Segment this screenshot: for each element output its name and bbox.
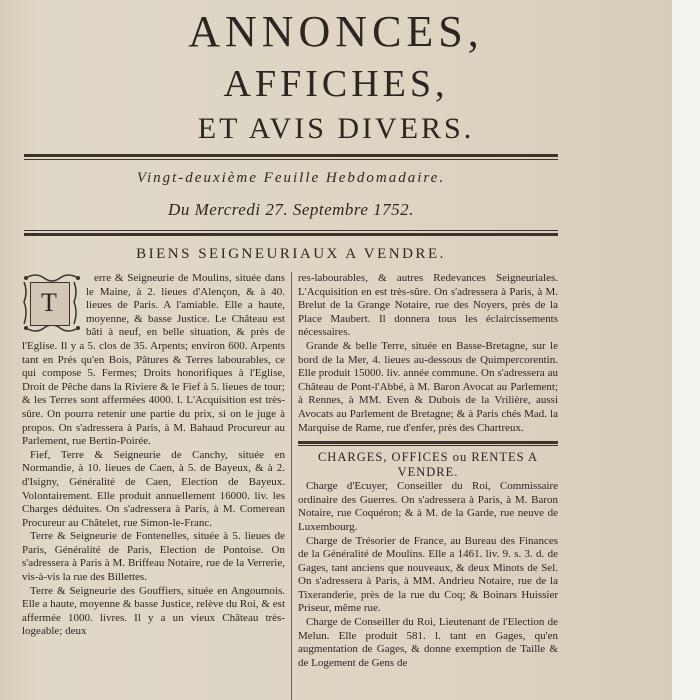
listing-paragraph: erre & Seigneurie de Moulins, située dans le Maine, à 2. lieues d'Alençon, & à 40. lieues de Paris. A l'amiable. Elle a haute, moyenne, & basse Justice. Le Château est bâti à neuf, en belle situation, & près de l'Eglise. Il y a 5. clos de 35. Arpents; environ 600. Arpents tant en Prés qu'en Bois, Pâtures & Terres labourables, ce qui compose 5. Fermes; Droits honorifiques à l'Eglise, Droit de Pêche dans la Riviere & le Fief à 5. lieues de tour; & les Terres sont affermées 4000. l. L'Acquisition est très-sûre. On pourra retenir une partie du prix, si on le juge à propos. On s'adressera à Paris, à M. Bahaud Procureur au Parlement, rue Bertin-Poirée. — [22, 272, 285, 448]
masthead-title-line-1: ANNONCES, — [188, 7, 484, 56]
charges-rule-thin — [298, 445, 558, 446]
listing-paragraph: Charge de Conseiller du Roi, Lieutenant de l'Election de Melun. Elle produit 581. l. tant en Gages, qu'en augmentation de Gages, & donne exemption de Taille & de Logement de Gens de — [298, 616, 558, 669]
listing-paragraph: res-labourables, & autres Redevances Seigneuriales. L'Acquisition en est très-sûre. On s'adressera à Paris, à M. Brelut de la Grange Notaire, rue des Noyers, près de la Place Maubert. Il donnera tous les éclaircissements nécessaires. — [298, 272, 558, 339]
right-column — [298, 272, 558, 700]
masthead-title-line-2: AFFICHES, — [223, 63, 449, 105]
listing-paragraph: Charge d'Ecuyer, Conseiller du Roi, Commissaire ordinaire des Guerres. On s'adressera à Paris, à M. Baron Notaire, rue Coquéron; & à M. de la Garde, rue neuve de Luxembourg. — [298, 480, 558, 533]
issue-sheet-line: Vingt-deuxième Feuille Hebdomadaire. — [136, 170, 446, 186]
page-margin — [672, 0, 700, 700]
column-divider — [291, 272, 292, 700]
left-column — [22, 272, 285, 700]
issue-rule — [24, 230, 558, 231]
listing-paragraph: Terre & Seigneurie de Fontenelles, située à 5. lieues de Paris, Généralité de Paris, Election de Pontoise. On s'adressera à Paris à M. Briffeau Notaire, rue de la Verrerie, vis-à-vis la rue des Billettes. — [22, 530, 285, 584]
charges-heading: CHARGES, OFFICES ou RENTES A VENDRE. — [317, 450, 539, 480]
listing-paragraph: Fief, Terre & Seigneurie de Canchy, située en Normandie, à 10. lieues de Caen, à 5. de Bayeux, & à 2. d'Isigny, Généralité de Caen, Election de Bayeux. Volontairement. Elle produit annuellement 16000. liv. les Charges déduites. On s'adressera à Paris, à M. Comerean Procureur au Châtelet, rue Simon-le-Franc. — [22, 448, 285, 529]
listing-paragraph: Charge de Trésorier de France, au Bureau des Finances de la Généralité de Moulins. Elle a 1461. liv. 9. s. 3. d. de Gages, tant anciens que nouveaux, & deux Minots de Sel. On s'adressera à Paris, à MM. Andrieu Notaire, rue de la Tixeranderie, près de la rue du Coq; & Boinars Huissier Priseur, même rue. — [298, 534, 558, 615]
issue-rule-thick — [24, 233, 558, 236]
masthead-rule-thin — [24, 159, 558, 160]
charges-rule — [298, 441, 558, 444]
section-heading: BIENS SEIGNEURIAUX A VENDRE. — [136, 246, 446, 262]
listing-paragraph: Grande & belle Terre, située en Basse-Bretagne, sur le bord de la Mer, 4. lieues au-dessous de Quimpercorentin. Elle produit 15000. liv. année commune. On s'adressera au Château de Pont-l'Abbé, à M. Baron Avocat au Parlement; à Rennes, à MM. Even & Dubois de la Vrilière, aussi Avocats au Parlement de Bretagne; & à Paris chés Mad. la Marquise de Rame, rue d'enfer, près des Chartreux. — [298, 339, 558, 434]
issue-date: Du Mercredi 27. Septembre 1752. — [168, 200, 414, 219]
masthead-title-line-3: ET AVIS DIVERS. — [197, 112, 475, 145]
listing-paragraph: Terre & Seigneurie des Gouffiers, située en Angoumois. Elle a haute, moyenne & basse Justice, relève du Roi, & est affermée 1000. livres. Il y a un vieux Château très-logeable; deux — [22, 584, 285, 638]
masthead-rule — [24, 154, 558, 157]
drop-cap-letter: T — [41, 288, 57, 317]
drop-cap-ornament — [22, 272, 82, 334]
